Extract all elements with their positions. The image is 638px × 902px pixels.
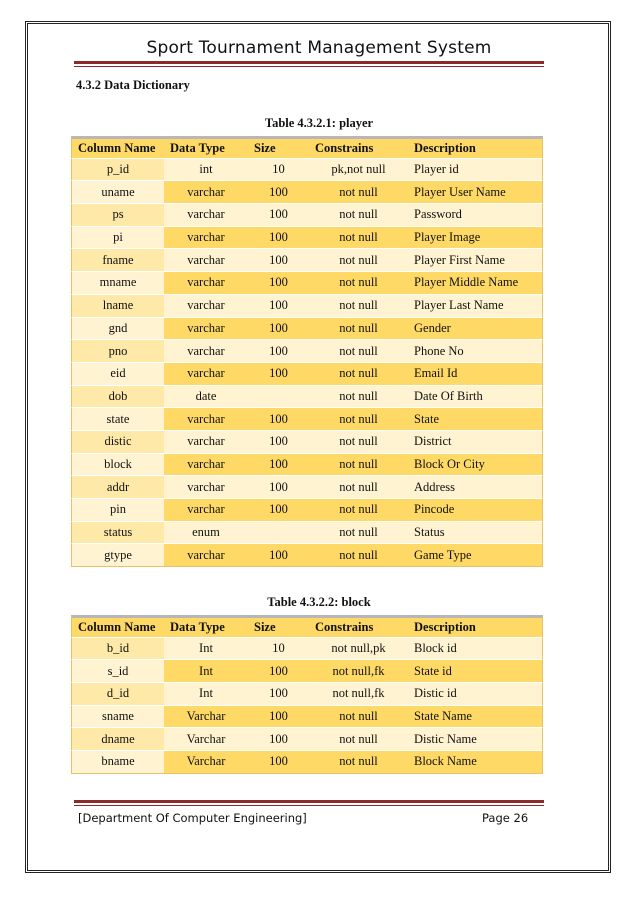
header-constrains: Constrains	[309, 615, 408, 638]
cell-constrains: not null	[309, 249, 408, 272]
cell-description: District	[408, 431, 543, 454]
cell-description: Player Middle Name	[408, 272, 543, 295]
section-heading: 4.3.2 Data Dictionary	[76, 78, 190, 92]
cell-description: Gender	[408, 318, 543, 341]
cell-size: 100	[248, 476, 309, 499]
cell-size: 100	[248, 295, 309, 318]
block-table-caption: Table 4.3.2.2: block	[267, 595, 371, 609]
cell-data-type: Int	[164, 660, 248, 683]
cell-column-name: gnd	[71, 318, 164, 341]
table-row	[71, 728, 543, 751]
cell-constrains: not null	[309, 544, 408, 567]
cell-constrains: not null	[309, 386, 408, 409]
cell-data-type: varchar	[164, 454, 248, 477]
cell-description: Player User Name	[408, 181, 543, 204]
table-row	[71, 340, 543, 363]
table-header-row	[71, 136, 543, 159]
table-row	[71, 408, 543, 431]
table-row	[71, 544, 543, 567]
table-row	[71, 363, 543, 386]
cell-size: 10	[248, 159, 309, 182]
cell-size: 100	[248, 751, 309, 774]
table-row	[71, 249, 543, 272]
cell-data-type: varchar	[164, 181, 248, 204]
cell-column-name: gtype	[71, 544, 164, 567]
cell-description: Password	[408, 204, 543, 227]
header-column-name: Column Name	[71, 136, 164, 159]
cell-size: 100	[248, 454, 309, 477]
cell-data-type: varchar	[164, 431, 248, 454]
cell-size: 100	[248, 363, 309, 386]
cell-constrains: not null	[309, 408, 408, 431]
cell-description: Distic Name	[408, 728, 543, 751]
table-row	[71, 431, 543, 454]
cell-column-name: pi	[71, 227, 164, 250]
cell-column-name: d_id	[71, 683, 164, 706]
table-row	[71, 751, 543, 774]
cell-column-name: sname	[71, 706, 164, 729]
cell-constrains: not null	[309, 499, 408, 522]
cell-column-name: uname	[71, 181, 164, 204]
block-table	[71, 615, 543, 774]
cell-size: 100	[248, 706, 309, 729]
header-size: Size	[248, 615, 309, 638]
cell-description: Email Id	[408, 363, 543, 386]
table-row	[71, 706, 543, 729]
cell-data-type: Varchar	[164, 751, 248, 774]
cell-description: Date Of Birth	[408, 386, 543, 409]
cell-data-type: varchar	[164, 363, 248, 386]
table-row	[71, 683, 543, 706]
cell-size: 100	[248, 227, 309, 250]
cell-data-type: int	[164, 159, 248, 182]
cell-size: 100	[248, 408, 309, 431]
cell-column-name: mname	[71, 272, 164, 295]
cell-column-name: p_id	[71, 159, 164, 182]
cell-data-type: date	[164, 386, 248, 409]
cell-data-type: enum	[164, 522, 248, 545]
cell-description: Pincode	[408, 499, 543, 522]
cell-size: 100	[248, 340, 309, 363]
cell-column-name: lname	[71, 295, 164, 318]
cell-column-name: b_id	[71, 638, 164, 661]
cell-description: Player Image	[408, 227, 543, 250]
cell-constrains: not null	[309, 363, 408, 386]
cell-description: Game Type	[408, 544, 543, 567]
cell-data-type: Varchar	[164, 706, 248, 729]
cell-description: Player Last Name	[408, 295, 543, 318]
table-row	[71, 295, 543, 318]
table-row	[71, 522, 543, 545]
cell-size: 100	[248, 544, 309, 567]
cell-constrains: pk,not null	[309, 159, 408, 182]
cell-data-type: varchar	[164, 408, 248, 431]
cell-constrains: not null	[309, 522, 408, 545]
cell-constrains: not null,pk	[309, 638, 408, 661]
cell-description: Address	[408, 476, 543, 499]
cell-column-name: dob	[71, 386, 164, 409]
cell-description: Block Or City	[408, 454, 543, 477]
table-row	[71, 227, 543, 250]
cell-constrains: not null	[309, 706, 408, 729]
cell-column-name: fname	[71, 249, 164, 272]
table-row	[71, 386, 543, 409]
player-table	[71, 136, 543, 567]
cell-description: State Name	[408, 706, 543, 729]
cell-size: 100	[248, 728, 309, 751]
header-rule	[74, 61, 544, 67]
cell-constrains: not null	[309, 728, 408, 751]
cell-column-name: ps	[71, 204, 164, 227]
cell-data-type: varchar	[164, 204, 248, 227]
cell-data-type: varchar	[164, 340, 248, 363]
cell-constrains: not null	[309, 454, 408, 477]
cell-constrains: not null	[309, 204, 408, 227]
cell-column-name: state	[71, 408, 164, 431]
cell-constrains: not null	[309, 318, 408, 341]
cell-constrains: not null,fk	[309, 660, 408, 683]
table-header-row	[71, 615, 543, 638]
cell-size: 100	[248, 181, 309, 204]
footer-department: [Department Of Computer Engineering]	[78, 811, 307, 825]
cell-constrains: not null	[309, 272, 408, 295]
cell-size: 100	[248, 499, 309, 522]
cell-constrains: not null	[309, 295, 408, 318]
cell-data-type: varchar	[164, 476, 248, 499]
player-table-caption: Table 4.3.2.1: player	[264, 116, 374, 130]
table-row	[71, 638, 543, 661]
cell-data-type: Int	[164, 638, 248, 661]
cell-data-type: varchar	[164, 499, 248, 522]
table-row	[71, 181, 543, 204]
cell-data-type: Varchar	[164, 728, 248, 751]
table-row	[71, 499, 543, 522]
cell-constrains: not null,fk	[309, 683, 408, 706]
cell-column-name: pin	[71, 499, 164, 522]
cell-constrains: not null	[309, 227, 408, 250]
cell-data-type: varchar	[164, 272, 248, 295]
header-column-name: Column Name	[71, 615, 164, 638]
header-size: Size	[248, 136, 309, 159]
cell-size: 100	[248, 431, 309, 454]
cell-size: 100	[248, 683, 309, 706]
header-data-type: Data Type	[164, 615, 248, 638]
cell-constrains: not null	[309, 476, 408, 499]
cell-data-type: varchar	[164, 544, 248, 567]
cell-size	[248, 522, 309, 545]
cell-size: 10	[248, 638, 309, 661]
header-data-type: Data Type	[164, 136, 248, 159]
footer-page-number: Page 26	[482, 811, 529, 825]
cell-column-name: distic	[71, 431, 164, 454]
cell-description: Block id	[408, 638, 543, 661]
cell-data-type: Int	[164, 683, 248, 706]
table-row	[71, 272, 543, 295]
cell-data-type: varchar	[164, 295, 248, 318]
cell-size: 100	[248, 249, 309, 272]
cell-constrains: not null	[309, 340, 408, 363]
table-row	[71, 476, 543, 499]
cell-column-name: block	[71, 454, 164, 477]
header-description: Description	[408, 615, 543, 638]
cell-description: Distic id	[408, 683, 543, 706]
cell-description: State	[408, 408, 543, 431]
cell-size: 100	[248, 660, 309, 683]
header-description: Description	[408, 136, 543, 159]
table-row	[71, 159, 543, 182]
cell-constrains: not null	[309, 431, 408, 454]
cell-description: Phone No	[408, 340, 543, 363]
cell-description: Status	[408, 522, 543, 545]
cell-column-name: bname	[71, 751, 164, 774]
document-header-title: Sport Tournament Management System	[146, 38, 492, 58]
cell-description: Block Name	[408, 751, 543, 774]
cell-data-type: varchar	[164, 249, 248, 272]
cell-data-type: varchar	[164, 227, 248, 250]
cell-description: State id	[408, 660, 543, 683]
header-constrains: Constrains	[309, 136, 408, 159]
cell-description: Player First Name	[408, 249, 543, 272]
cell-size: 100	[248, 204, 309, 227]
cell-constrains: not null	[309, 181, 408, 204]
cell-size: 100	[248, 272, 309, 295]
table-row	[71, 204, 543, 227]
table-row	[71, 660, 543, 683]
footer-rule	[74, 800, 544, 806]
cell-size: 100	[248, 318, 309, 341]
cell-column-name: dname	[71, 728, 164, 751]
cell-description: Player id	[408, 159, 543, 182]
table-row	[71, 454, 543, 477]
cell-column-name: addr	[71, 476, 164, 499]
cell-column-name: s_id	[71, 660, 164, 683]
cell-column-name: pno	[71, 340, 164, 363]
table-row	[71, 318, 543, 341]
cell-constrains: not null	[309, 751, 408, 774]
cell-size	[248, 386, 309, 409]
cell-column-name: status	[71, 522, 164, 545]
cell-column-name: eid	[71, 363, 164, 386]
cell-data-type: varchar	[164, 318, 248, 341]
